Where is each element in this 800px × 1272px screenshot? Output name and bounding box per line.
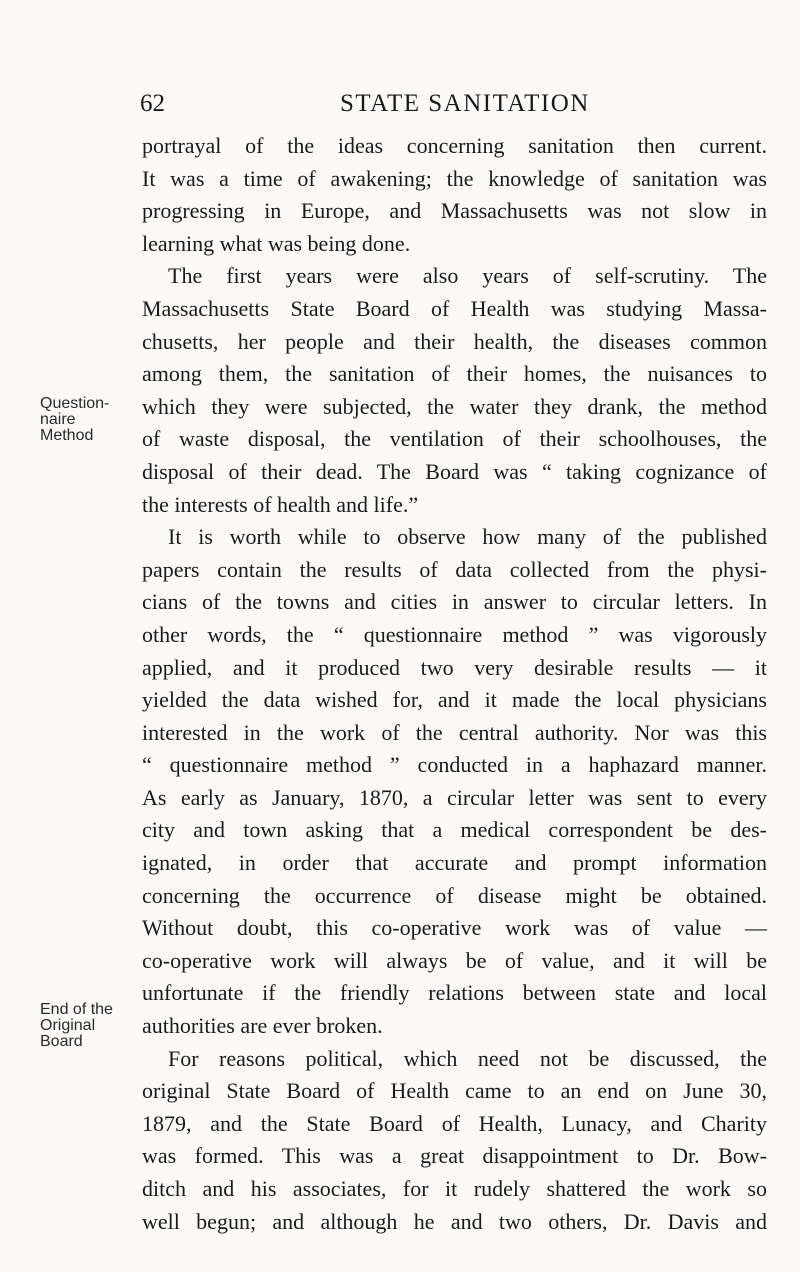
text-line: papers contain the results of data collected from the physi- (142, 556, 767, 582)
margin-note-line: Question- (40, 395, 110, 412)
text-line: which they were subjected, the water they drank, the method (142, 393, 767, 419)
text-line: co-operative work will always be of value, and it will be (142, 947, 767, 973)
text-line: authorities are ever broken. (142, 1013, 383, 1039)
text-line: the interests of health and life.” (142, 491, 419, 517)
margin-note-line: naire (40, 411, 76, 428)
text-line: disposal of their dead. The Board was “ taking cognizance of (142, 458, 767, 484)
margin-note-line: Board (40, 1033, 83, 1050)
text-line: It was a time of awakening; the knowledge of sanitation was (142, 165, 767, 191)
text-line: portrayal of the ideas concerning sanitation then current. (142, 133, 767, 158)
text-line: learning what was being done. (142, 230, 411, 256)
text-line: was formed. This was a great disappointment to Dr. Bow- (142, 1143, 767, 1169)
text-line: ditch and his associates, for it rudely shattered the work so (142, 1176, 767, 1201)
text-line: 1879, and the State Board of Health, Lunacy, and Charity (142, 1110, 767, 1136)
margin-note-line: Original (40, 1017, 96, 1034)
text-line: applied, and it produced two very desirable results — it (142, 654, 767, 680)
margin-note-line: Method (40, 427, 94, 444)
running-title: STATE SANITATION (340, 90, 590, 117)
text-line: well begun; and although he and two others, Dr. Davis and (142, 1208, 767, 1234)
text-line: concerning the occurrence of disease might be obtained. (142, 882, 767, 908)
text-line: other words, the “ questionnaire method ” was vigorously (142, 621, 767, 647)
text-line: It is worth while to observe how many of the published (168, 524, 767, 550)
margin-note-questionnaire-method (40, 396, 109, 444)
text-line: ignated, in order that accurate and prompt information (142, 850, 767, 876)
margin-note-end-of-original-board (40, 1002, 113, 1050)
text-line: chusetts, her people and their health, the diseases common (142, 328, 767, 354)
text-line: among them, the sanitation of their homes, the nuisances to (142, 361, 767, 387)
text-line: For reasons political, which need not be discussed, the (168, 1045, 767, 1071)
page-number: 62 (140, 90, 165, 117)
text-line: city and town asking that a medical correspondent be des- (142, 817, 767, 843)
text-line: original State Board of Health came to an end on June 30, (142, 1078, 767, 1104)
text-line: Without doubt, this co-operative work was of value — (142, 915, 767, 941)
body-text (142, 130, 767, 1238)
text-line: Massachusetts State Board of Health was studying Massa- (142, 295, 767, 321)
text-line: interested in the work of the central authority. Nor was this (142, 719, 767, 745)
text-line: unfortunate if the friendly relations between state and local (142, 980, 767, 1006)
text-line: “ questionnaire method ” conducted in a haphazard manner. (142, 752, 767, 778)
text-line: progressing in Europe, and Massachusetts was not slow in (142, 198, 767, 224)
text-line: As early as January, 1870, a circular letter was sent to every (142, 784, 767, 810)
text-line: of waste disposal, the ventilation of their schoolhouses, the (142, 426, 767, 452)
text-line: The first years were also years of self-scrutiny. The (168, 263, 767, 289)
text-line: cians of the towns and cities in answer to circular letters. In (142, 589, 767, 615)
margin-note-line: End of the (40, 1001, 113, 1018)
running-head (140, 84, 690, 124)
text-line: yielded the data wished for, and it made the local physicians (142, 687, 767, 713)
